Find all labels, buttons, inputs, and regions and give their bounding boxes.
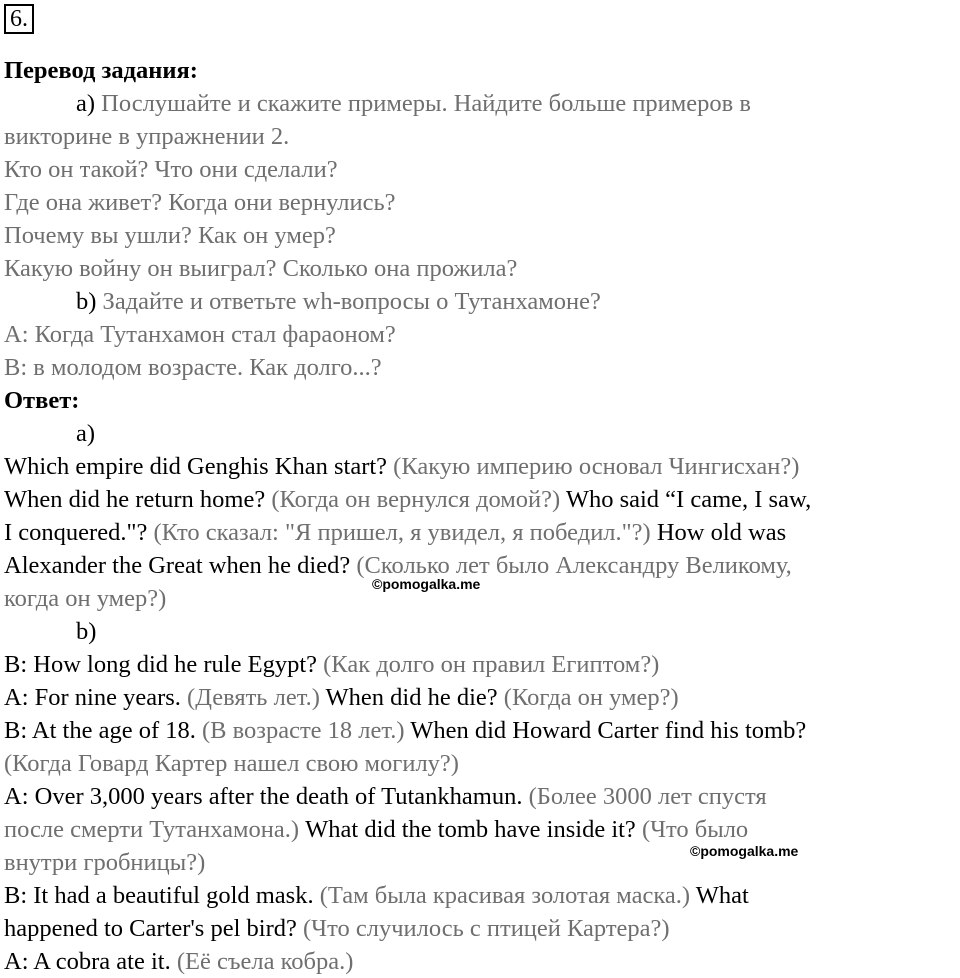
answer-b-line-6: после смерти Тутанхамона.) What did the tomb have inside it? (Что было bbox=[4, 816, 749, 843]
translation-line: Кто он такой? Что они сделали? bbox=[4, 156, 338, 183]
answer-a-line-3: I conquered."? (Кто сказал: "Я пришел, я увидел, я победил."?) How old was bbox=[4, 519, 787, 546]
watermark: ©pomogalka.me bbox=[372, 576, 481, 592]
answer-b-line-2: A: For nine years. (Девять лет.) When did he die? (Когда он умер?) bbox=[4, 684, 679, 711]
answer-a-line-1: Which empire did Genghis Khan start? (Какую империю основал Чингисхан?) bbox=[4, 453, 800, 480]
task-number-row bbox=[4, 0, 958, 40]
answer-b-line-5: A: Over 3,000 years after the death of Tutankhamun. (Более 3000 лет спустя bbox=[4, 783, 767, 810]
translation-line: Где она живет? Когда они вернулись? bbox=[4, 189, 396, 216]
translation-b-line: b) Задайте и ответьте wh-вопросы о Тутанхамоне? bbox=[76, 288, 601, 315]
translation-heading: Перевод задания: bbox=[4, 57, 198, 84]
answer-heading: Ответ: bbox=[4, 387, 80, 414]
answer-b-line-3: B: At the age of 18. (В возрасте 18 лет.) When did Howard Carter find his tomb? bbox=[4, 717, 807, 744]
answer-a-line-4: Alexander the Great when he died? (Сколько лет было Александру Великому, bbox=[4, 552, 792, 579]
task-number-box: 6. bbox=[4, 4, 34, 34]
translation-a-line-2: викторине в упражнении 2. bbox=[4, 123, 290, 150]
answer-a-line-2: When did he return home? (Когда он вернулся домой?) Who said “I came, I saw, bbox=[4, 486, 812, 513]
translation-dialog-line: A: Когда Тутанхамон стал фараоном? bbox=[4, 321, 396, 348]
watermark: ©pomogalka.me bbox=[690, 843, 799, 859]
answer-b-line-8: B: It had a beautiful gold mask. (Там была красивая золотая маска.) What bbox=[4, 882, 749, 909]
translation-line: Почему вы ушли? Как он умер? bbox=[4, 222, 336, 249]
answer-a-label: a) bbox=[76, 420, 96, 447]
answer-b-line-1: B: How long did he rule Egypt? (Как долго он правил Египтом?) bbox=[4, 651, 660, 678]
document-page bbox=[4, 0, 958, 978]
answer-b-line-7: внутри гробницы?) bbox=[4, 849, 206, 876]
translation-line: Какую войну он выиграл? Сколько она прожила? bbox=[4, 255, 518, 282]
answer-b-line-9: happened to Carter's pel bird? (Что случилось с птицей Картера?) bbox=[4, 915, 670, 942]
translation-dialog-line: B: в молодом возрасте. Как долго...? bbox=[4, 354, 382, 381]
answer-a-line-5: когда он умер?) bbox=[4, 585, 167, 612]
answer-b-line-10: A: A cobra ate it. (Её съела кобра.) bbox=[4, 948, 354, 975]
translation-a-line-1: a) Послушайте и скажите примеры. Найдите больше примеров в bbox=[76, 90, 751, 117]
answer-b-label: b) bbox=[76, 618, 97, 645]
answer-b-line-4: (Когда Говард Картер нашел свою могилу?) bbox=[4, 750, 459, 777]
